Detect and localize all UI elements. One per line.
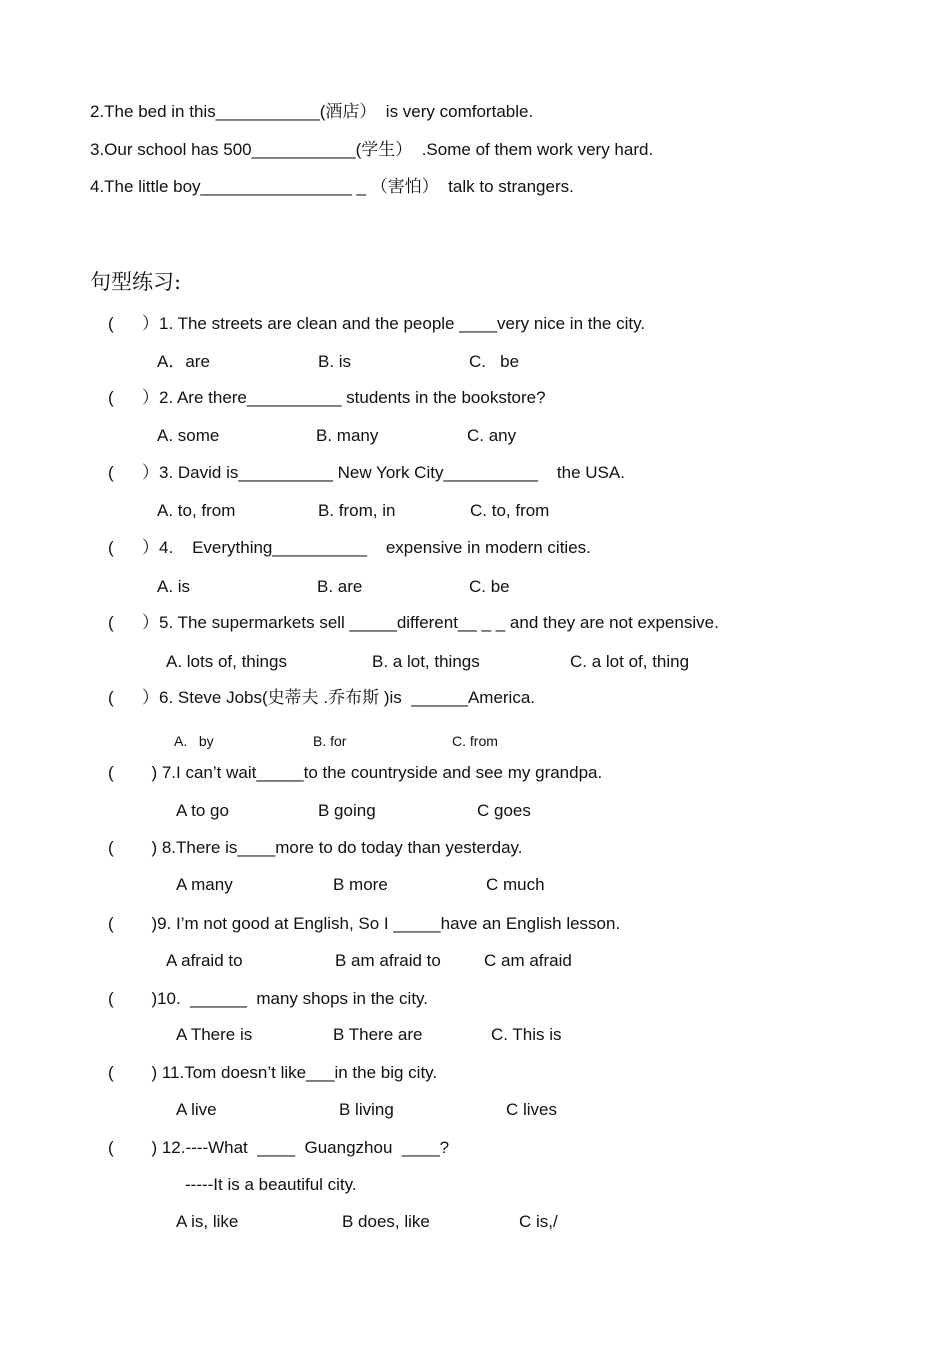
- answer-option: C. any: [467, 426, 517, 445]
- answer-option: B living: [339, 1100, 394, 1119]
- answer-option: C lives: [506, 1100, 558, 1119]
- answer-option: C goes: [477, 801, 531, 820]
- answer-option: A to go: [176, 801, 229, 820]
- question-stem: ( ）4. Everything__________ expensive in modern cities.: [108, 538, 591, 557]
- fill-blank-line: 4.The little boy________________ _ （害怕） talk to strangers.: [90, 177, 574, 196]
- question-stem: ( )10. ______ many shops in the city.: [108, 989, 429, 1008]
- answer-option: A live: [176, 1100, 217, 1119]
- answer-option: A is, like: [176, 1212, 239, 1231]
- answer-option: B am afraid to: [335, 951, 441, 970]
- answer-option: B. are: [317, 577, 363, 596]
- question-stem: ( ）5. The supermarkets sell _____different__ _ _ and they are not expensive.: [108, 613, 719, 632]
- answer-option: B. from, in: [318, 501, 396, 520]
- answer-option: A There is: [176, 1025, 253, 1044]
- answer-option: C. a lot of, thing: [570, 652, 690, 671]
- question-stem: ( ) 12.----What ____ Guangzhou ____?: [108, 1138, 450, 1157]
- section-title: 句型练习:: [90, 270, 182, 294]
- answer-option: B There are: [333, 1025, 423, 1044]
- question-stem: ( ）2. Are there__________ students in the bookstore?: [108, 388, 546, 407]
- question-stem: ( ）6. Steve Jobs(史蒂夫 .乔布斯 )is ______America.: [108, 688, 536, 707]
- answer-option: C. from: [452, 733, 498, 749]
- answer-option: C am afraid: [484, 951, 572, 970]
- fill-blank-line: 2.The bed in this___________(酒店） is very comfortable.: [90, 102, 534, 121]
- answer-option: C. be: [469, 352, 520, 371]
- question-stem: ( ) 8.There is____more to do today than yesterday.: [108, 838, 523, 857]
- answer-option: B. many: [316, 426, 379, 445]
- answer-option: C much: [486, 875, 545, 894]
- answer-option: B. is: [318, 352, 352, 371]
- answer-option: B more: [333, 875, 388, 894]
- answer-option: B. for: [313, 733, 347, 749]
- question-stem: ( ) 11.Tom doesn’t like___in the big city.: [108, 1063, 438, 1082]
- answer-option: A. is: [157, 577, 191, 596]
- answer-option: A afraid to: [166, 951, 243, 970]
- answer-option: A．are: [157, 352, 210, 371]
- answer-option: A. some: [157, 426, 220, 445]
- answer-option: C. to, from: [470, 501, 550, 520]
- answer-option: C is,/: [519, 1212, 558, 1231]
- answer-option: B going: [318, 801, 376, 820]
- answer-option: B does, like: [342, 1212, 430, 1231]
- answer-option: A. lots of, things: [166, 652, 287, 671]
- answer-option: B. a lot, things: [372, 652, 480, 671]
- question-stem: ( ）1. The streets are clean and the people ____very nice in the city.: [108, 314, 646, 333]
- answer-option: A. to, from: [157, 501, 236, 520]
- answer-option: A many: [176, 875, 233, 894]
- answer-line: -----It is a beautiful city.: [185, 1175, 357, 1194]
- answer-option: A. by: [174, 733, 214, 749]
- answer-option: C. This is: [491, 1025, 562, 1044]
- question-stem: ( )9. I’m not good at English, So I _____have an English lesson.: [108, 914, 621, 933]
- fill-blank-line: 3.Our school has 500___________(学生） .Some of them work very hard.: [90, 140, 654, 159]
- answer-option: C. be: [469, 577, 510, 596]
- question-stem: ( ）3. David is__________ New York City__________ the USA.: [108, 463, 625, 482]
- question-stem: ( ) 7.I can’t wait_____to the countryside and see my grandpa.: [108, 763, 603, 782]
